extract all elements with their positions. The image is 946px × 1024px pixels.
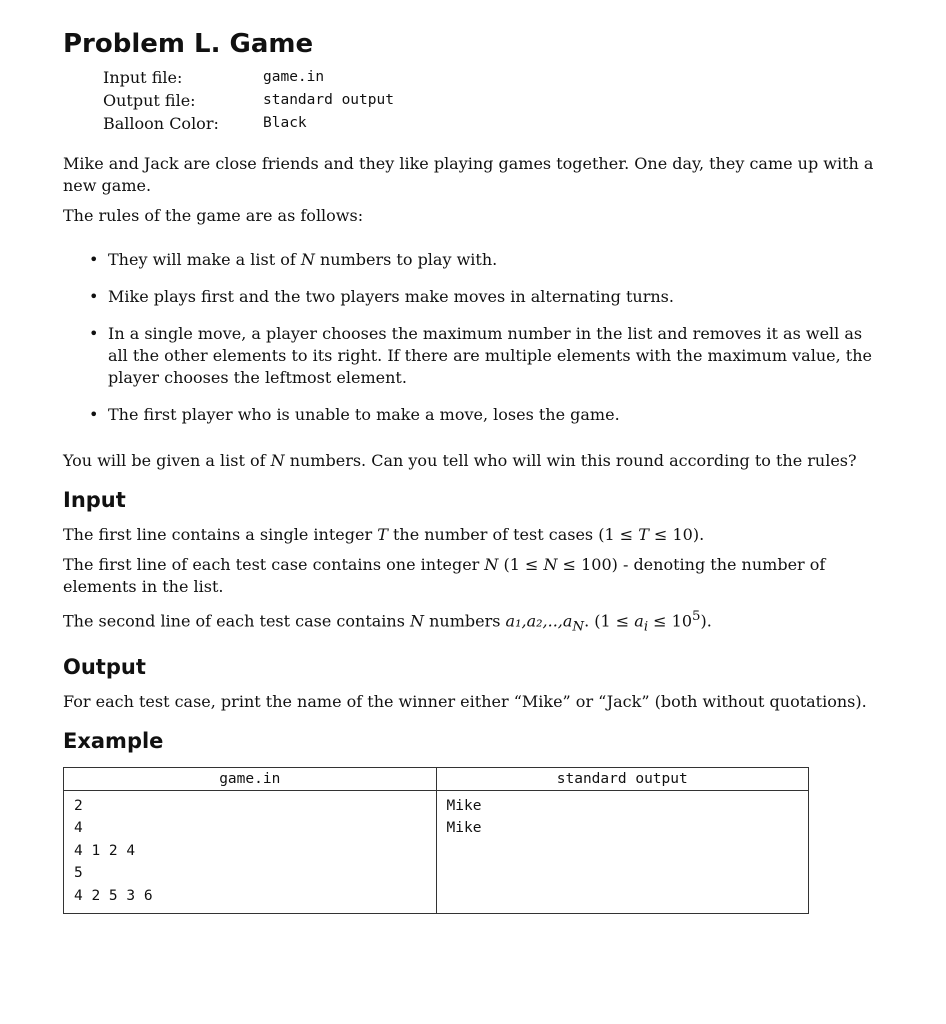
meta-label: Input file: xyxy=(103,68,183,87)
meta-balloon-color xyxy=(103,112,883,135)
problem-page xyxy=(63,28,883,914)
input-line-1: The first line contains a single integer T the number of test cases (1 ≤ T ≤ 10). xyxy=(63,525,705,544)
example-input-line: 4 2 5 3 6 xyxy=(74,887,153,904)
rule-item: • They will make a list of N numbers to play with. xyxy=(108,249,883,271)
example-input-line: 4 1 2 4 xyxy=(74,842,136,859)
example-input-header: game.in xyxy=(64,767,437,790)
rule-item: • The first player who is unable to make a move, loses the game. xyxy=(108,404,883,426)
example-input-line: 5 xyxy=(74,865,83,882)
output-text: For each test case, print the name of the winner either “Mike” or “Jack” (both without quotations). xyxy=(63,691,867,711)
meta-value: standard output xyxy=(263,92,394,108)
output-heading: Output xyxy=(63,654,146,679)
example-output-line: Mike xyxy=(446,820,482,837)
meta-output-file xyxy=(103,89,883,112)
meta-label: Output file: xyxy=(103,91,196,110)
input-line-2: The first line of each test case contains one integer N (1 ≤ N ≤ 100) - denoting the number of elements in the list. xyxy=(63,555,826,596)
example-input-line: 2 xyxy=(74,797,83,814)
rules-intro: The rules of the game are as follows: xyxy=(63,206,364,225)
problem-meta xyxy=(103,66,883,135)
rule-item: • In a single move, a player chooses the maximum number in the list and removes it as well as all the other elements to its right. If there are multiple elements with the maximum value, the player chooses the leftmost element. xyxy=(108,323,883,389)
meta-value: Black xyxy=(263,115,307,131)
example-heading: Example xyxy=(63,728,164,753)
rule-item: • Mike plays first and the two players make moves in alternating turns. xyxy=(108,286,883,308)
statement-intro: Mike and Jack are close friends and they like playing games together. One day, they came up with a new game. xyxy=(63,154,874,195)
meta-input-file xyxy=(103,66,883,89)
example-input-line: 4 xyxy=(74,820,83,837)
statement-question: You will be given a list of N numbers. Can you tell who will win this round according to the rules? xyxy=(63,451,857,470)
example-table xyxy=(63,767,809,915)
meta-value: game.in xyxy=(263,69,325,85)
example-input-cell xyxy=(64,790,437,914)
example-output-line: Mike xyxy=(446,797,482,814)
example-output-cell xyxy=(436,790,809,914)
input-line-3: The second line of each test case contains N numbers $a_1,a_2,..,a_N$. $(1 \le a_i \le 10^5)$. xyxy=(63,609,712,635)
meta-label: Balloon Color: xyxy=(103,114,219,133)
input-heading: Input xyxy=(63,488,126,512)
rules-list xyxy=(63,249,883,426)
example-output-header: standard output xyxy=(436,767,809,790)
problem-title: Problem L. Game xyxy=(63,29,314,59)
